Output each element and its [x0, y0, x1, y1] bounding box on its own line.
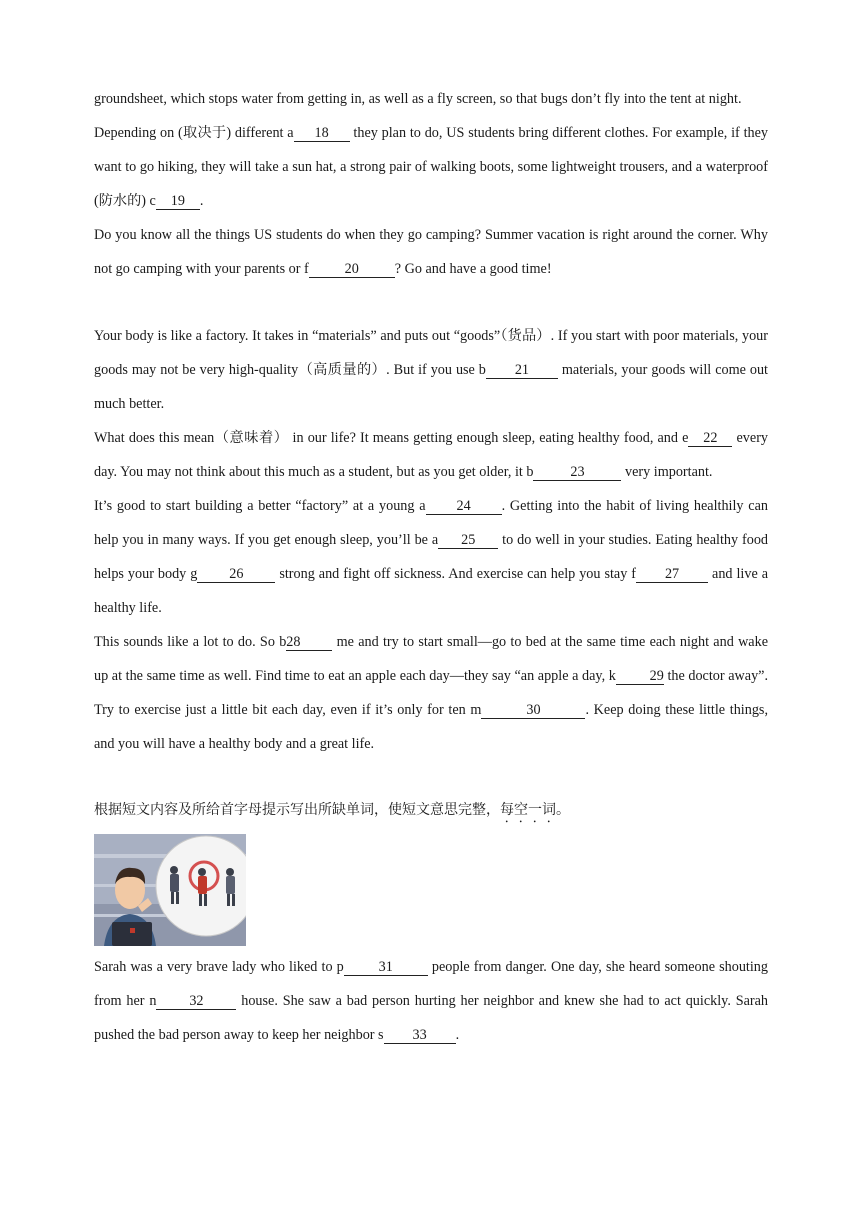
instruction: [94, 794, 768, 828]
paragraph-sarah: [94, 950, 768, 1052]
blank-31[interactable]: 31: [344, 959, 428, 976]
instruction-text: 根据短文内容及所给首字母提示写出所缺单词，使短文意思完整，: [94, 803, 500, 818]
text-run: . Keep doing these little things, and you will have a healthy body and a great life.: [94, 702, 769, 752]
text-run: house. She saw a bad person hurting her neighbor and knew she had to act quickly. Sarah pushed the bad person away to keep her neighbor s: [94, 993, 769, 1043]
text-run: the doctor away”. Try to exercise just a little bit each day, even if it’s only for ten m: [94, 668, 769, 718]
text-run: .: [455, 1027, 460, 1043]
blank-30[interactable]: 30: [481, 702, 585, 719]
text-run: me and try to start small—go to bed at the same time each night and wake up at the same time as well. Find time to eat an apple each day—they say “an apple a day, k: [94, 634, 769, 684]
blank-25[interactable]: 25: [438, 532, 498, 549]
blank-19[interactable]: 19: [156, 193, 200, 210]
text-run: This sounds like a lot to do. So b: [94, 634, 287, 650]
blank-24[interactable]: 24: [426, 498, 502, 515]
paragraph-clothes: [94, 116, 768, 218]
instruction-period: 。: [556, 803, 570, 818]
blank-26[interactable]: 26: [197, 566, 275, 583]
blank-27[interactable]: 27: [636, 566, 708, 583]
text-run: very important.: [625, 464, 713, 480]
blank-29[interactable]: 29: [616, 668, 664, 685]
text-run: they plan to do, US students bring different clothes. For example, if they want to go hiking, they will take a sun hat, a strong pair of walking boots, some lightweight trousers, and a waterproof (防水的) c: [94, 125, 768, 209]
text-run: .: [199, 193, 204, 209]
text-run: It’s good to start building a better “factory” at a young a: [94, 498, 426, 514]
paragraph-groundsheet: [94, 82, 768, 116]
blank-21[interactable]: 21: [486, 362, 558, 379]
blank-22[interactable]: 22: [688, 430, 732, 447]
text-run: Your body is like a factory. It takes in “materials” and puts out “goods”（货品）. If you start with poor materials, your goods may not be very high-quality（高质量的）. But if you use b: [94, 328, 768, 378]
text-run: Depending on (取决于) different a: [94, 125, 294, 141]
emphasized-text: [500, 803, 556, 818]
blank-23[interactable]: 23: [533, 464, 621, 481]
blank-33[interactable]: 33: [384, 1027, 456, 1044]
blank-32[interactable]: 32: [156, 993, 236, 1010]
paragraph-camping: [94, 218, 768, 286]
text-run: every day. You may not think about this much as a student, but as you get older, it b: [94, 430, 769, 480]
text-run: materials, your goods will come out much better.: [94, 362, 768, 412]
text-run: to do well in your studies. Eating healthy food helps your body g: [94, 532, 769, 582]
paragraph-meaning: [94, 421, 768, 489]
text-run: Do you know all the things US students do when they go camping? Summer vacation is right around the corner. Why not go camping with your parents or f: [94, 227, 768, 277]
blank-28[interactable]: 28: [286, 634, 332, 651]
blank-18[interactable]: 18: [294, 125, 350, 142]
text-run: . Getting into the habit of living healthily can help you in many ways. If you get enough sleep, you’ll be a: [94, 498, 768, 548]
text-run: and live a healthy life.: [94, 566, 769, 616]
illustration-man-watching-fight: [94, 834, 246, 946]
text-run: What does this mean（意味着） in our life? It means getting enough sleep, eating healthy food, and e: [94, 430, 689, 446]
emphasis-run: 每空一词: [500, 803, 556, 818]
paragraph-start-small: [94, 625, 768, 761]
text-run: people from danger. One day, she heard someone shouting from her n: [94, 959, 768, 1009]
text-run: Sarah was a very brave lady who liked to p: [94, 959, 344, 975]
document-page: [94, 0, 768, 1052]
blank-20[interactable]: 20: [309, 261, 395, 278]
text-run: strong and fight off sickness. And exercise can help you stay f: [279, 566, 637, 582]
text-run: groundsheet, which stops water from getting in, as well as a fly screen, so that bugs don’t fly into the tent at night.: [94, 91, 742, 107]
text-run: ? Go and have a good time!: [394, 261, 552, 277]
paragraph-young-age: [94, 489, 768, 625]
illustration-svg: [94, 834, 246, 946]
paragraph-factory: [94, 319, 768, 421]
